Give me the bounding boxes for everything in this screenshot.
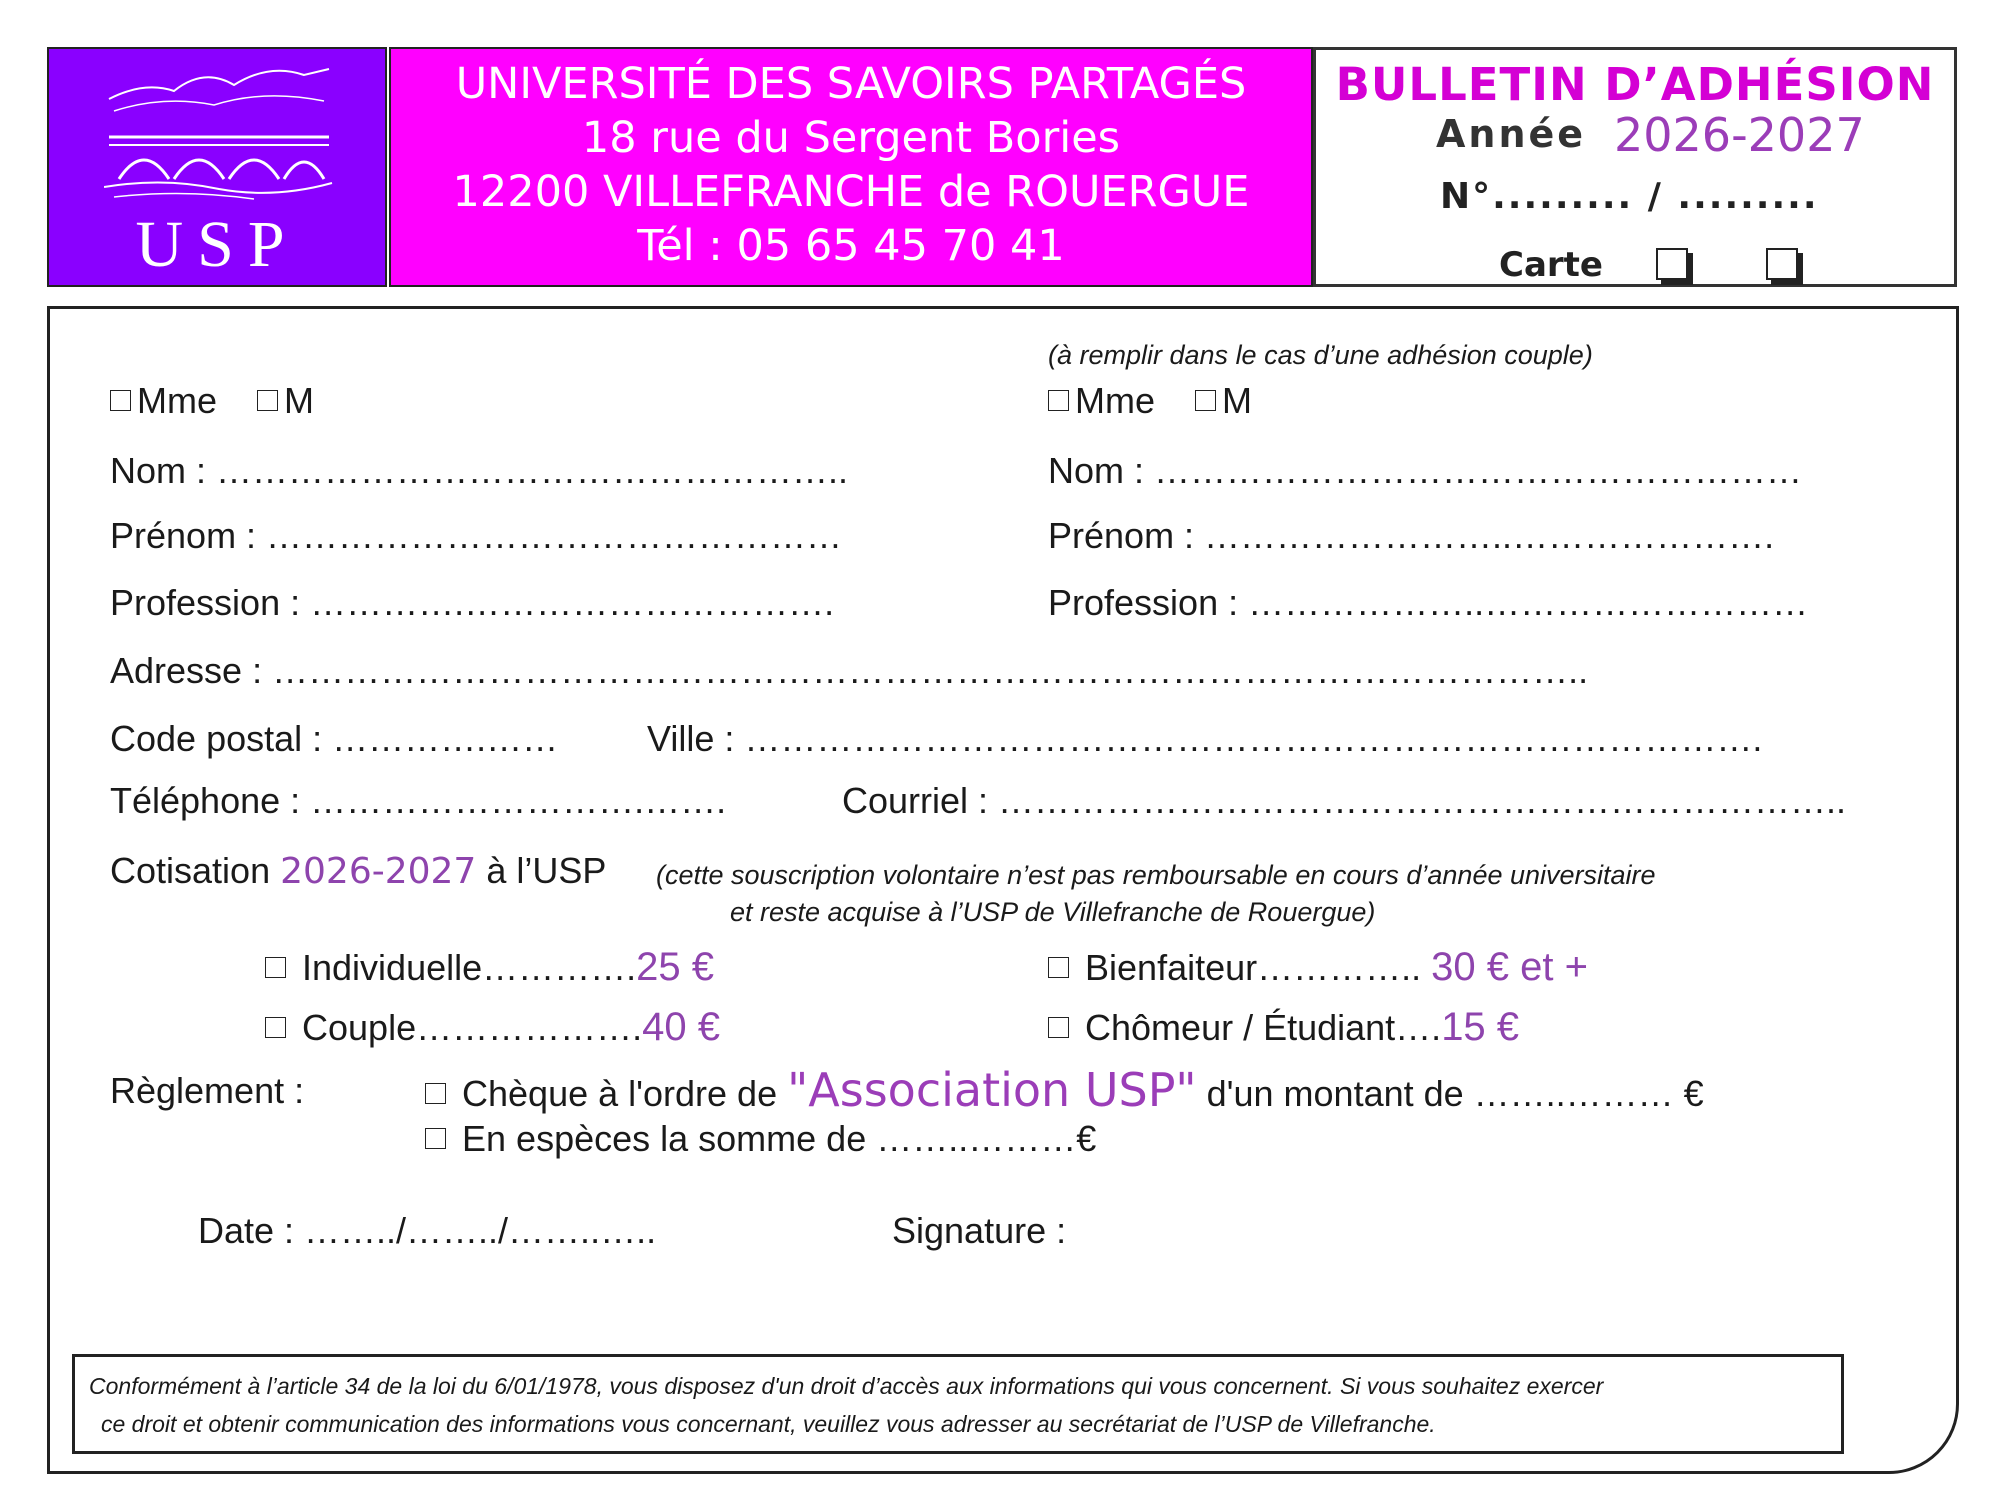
especes-checkbox[interactable] (425, 1128, 446, 1149)
m-label: M (1222, 380, 1253, 421)
m-label: M (284, 380, 315, 421)
cotisation-year: 2026-2027 (280, 851, 477, 892)
cheque-option[interactable] (425, 1063, 1704, 1117)
card-checkbox-1[interactable] (1656, 248, 1688, 280)
cotisation-suffix: à l’USP (486, 850, 607, 891)
cheque-prefix: Chèque à l'ordre de (462, 1073, 778, 1114)
cotisation-note-2: et reste acquise à l’USP de Villefranche de Rouergue) (730, 897, 1376, 927)
card-label: Carte (1499, 245, 1603, 285)
individuelle-label: Individuelle…………. (302, 947, 637, 988)
especes-label: En espèces la somme de ……..………€ (462, 1118, 1097, 1159)
bulletin-title: BULLETIN D’ADHÉSION (1335, 58, 1935, 111)
individuelle-price: 25 € (636, 945, 714, 989)
chomeur-checkbox[interactable] (1048, 1017, 1069, 1038)
card-checkbox-2[interactable] (1766, 248, 1798, 280)
org-name: UNIVERSITÉ DES SAVOIRS PARTAGÉS (455, 59, 1247, 109)
prenom-field-left[interactable]: Prénom : ………………………………………… (110, 515, 843, 556)
street-address: 18 rue du Sergent Bories (581, 113, 1121, 163)
year-value: 2026-2027 (1614, 108, 1865, 162)
notice-line-2: ce droit et obtenir communication des informations vous concernant, veuillez vous adresser au secrétariat de l’USP de Villefranche. (101, 1411, 1436, 1437)
chomeur-label: Chômeur / Étudiant…. (1085, 1007, 1442, 1048)
code-postal-field[interactable]: Code postal : ………….…… (110, 718, 559, 759)
couple-checkbox[interactable] (265, 1017, 286, 1038)
bienfaiteur-label: Bienfaiteur………….. (1085, 947, 1422, 988)
signature-label: Signature : (892, 1210, 1067, 1251)
logo-subtitle: Université des Savoirs Partagés (109, 286, 325, 305)
cotisation-note-1: (cette souscription volontaire n’est pas remboursable en cours d’année universitaire (656, 860, 1656, 890)
adresse-field[interactable]: Adresse : ……………………………………………………………………………………………….. (110, 650, 1589, 691)
mme-label: Mme (137, 380, 217, 421)
prenom-field-right[interactable]: Prénom : ……………………..…………………. (1048, 515, 1775, 556)
logo-letters: USP (135, 208, 299, 281)
civility-left (110, 380, 314, 422)
city-address: 12200 VILLEFRANCHE de ROUERGUE (452, 167, 1250, 217)
telephone-field[interactable]: Téléphone : ……………………….……. (110, 780, 727, 821)
m-checkbox-left[interactable] (257, 390, 278, 411)
logo-panel (47, 47, 387, 324)
year-label: Année (1436, 112, 1587, 156)
nom-field-right[interactable]: Nom : ……………………………………………… (1048, 450, 1803, 491)
option-bienfaiteur[interactable] (1048, 945, 1588, 990)
profession-field-right[interactable]: Profession : ………………..……………………… (1048, 582, 1809, 623)
cheque-amount-field[interactable]: d'un montant de ……..……… € (1206, 1073, 1704, 1114)
notice-line-1: Conformément à l’article 34 de la loi du 6/01/1978, vous disposez d'un droit d’accès aux informations qui vous concernent. Si vous souhaitez exercer (89, 1373, 1604, 1399)
bienfaiteur-checkbox[interactable] (1048, 957, 1069, 978)
cotisation-label: Cotisation (110, 850, 271, 891)
option-individuelle[interactable] (265, 945, 714, 990)
membership-number-field[interactable]: N°......... / ......... (1440, 176, 1819, 217)
option-couple[interactable] (265, 1005, 720, 1050)
profession-field-left[interactable]: Profession : ………….…………………………. (110, 582, 835, 623)
civility-right (1048, 380, 1252, 422)
courriel-field[interactable]: Courriel : …………………………………………………………….. (842, 780, 1847, 821)
reglement-label: Règlement : (110, 1070, 305, 1111)
cheque-payee: "Association USP" (787, 1063, 1197, 1117)
address-panel (389, 47, 1313, 287)
couple-price: 40 € (642, 1005, 720, 1049)
couple-note: (à remplir dans le cas d’une adhésion couple) (1048, 340, 1593, 370)
mme-checkbox-right[interactable] (1048, 390, 1069, 411)
individuelle-checkbox[interactable] (265, 957, 286, 978)
mme-checkbox-left[interactable] (110, 390, 131, 411)
bulletin-panel (1313, 47, 1957, 287)
legal-notice (72, 1354, 1844, 1454)
couple-label: Couple………………. (302, 1007, 643, 1048)
ville-field[interactable]: Ville : …………………………………………………………………………. (647, 718, 1763, 759)
logo-location: Villefranche de Rouergue (12) (137, 309, 297, 324)
date-field[interactable]: Date : ……../……../……..….. (198, 1210, 657, 1251)
especes-option[interactable] (425, 1118, 1096, 1160)
option-chomeur[interactable] (1048, 1005, 1519, 1050)
nom-field-left[interactable]: Nom : …………………………………………….. (110, 450, 849, 491)
chomeur-price: 15 € (1441, 1005, 1520, 1049)
cheque-checkbox[interactable] (425, 1083, 446, 1104)
m-checkbox-right[interactable] (1195, 390, 1216, 411)
cotisation-heading (110, 850, 606, 892)
bienfaiteur-price: 30 € et + (1431, 945, 1588, 989)
bridge-landscape-icon (104, 59, 334, 209)
mme-label: Mme (1075, 380, 1155, 421)
phone-number: Tél : 05 65 45 70 41 (637, 221, 1065, 271)
